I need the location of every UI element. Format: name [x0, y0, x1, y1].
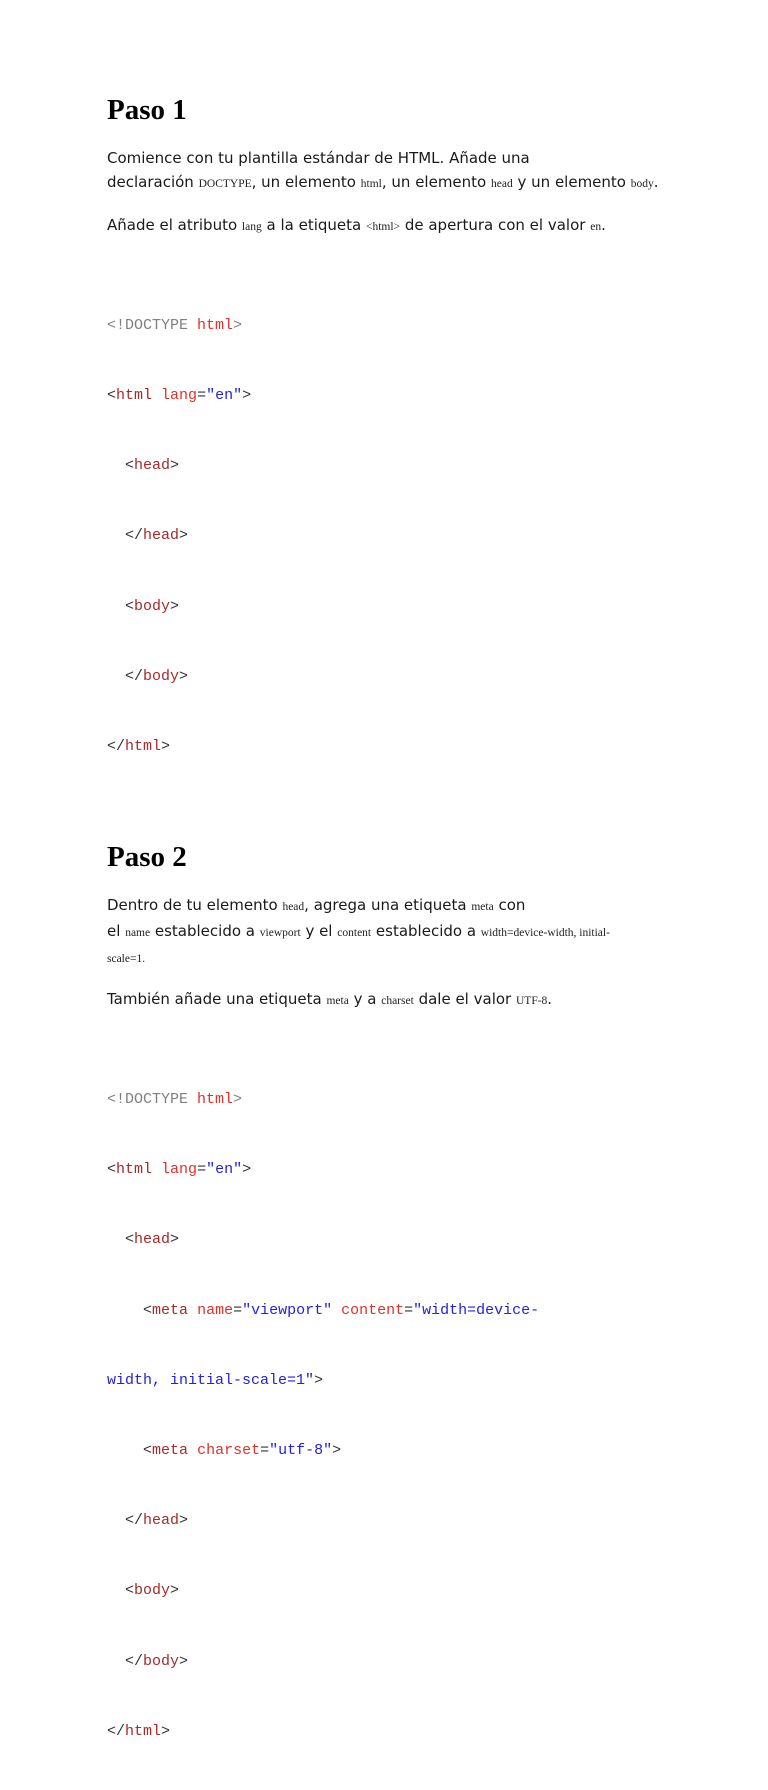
code-line [107, 595, 707, 618]
token: </ [125, 1512, 144, 1530]
code-line [107, 1299, 707, 1322]
token: = [260, 1442, 270, 1460]
inline-code: name [125, 927, 151, 940]
token: body [143, 1652, 180, 1670]
code-line [107, 735, 707, 758]
code-line [107, 1579, 707, 1602]
token: width, initial-scale=1" [107, 1371, 315, 1389]
token: lang [161, 387, 198, 405]
text: el [107, 922, 121, 941]
inline-code: meta [326, 995, 349, 1008]
code-line [107, 1088, 707, 1111]
token: < [125, 1582, 135, 1600]
code-line [107, 1369, 707, 1392]
inline-code: head [282, 901, 305, 914]
token: </ [125, 527, 144, 545]
text: a la etiqueta [266, 216, 362, 234]
token: head [143, 527, 180, 545]
token: "width=device- [413, 1301, 540, 1319]
code-line [107, 454, 707, 477]
token: > [179, 1652, 189, 1670]
text: y un elemento [517, 173, 626, 191]
token: content [341, 1301, 405, 1319]
token: html [116, 1161, 153, 1179]
token: meta [152, 1442, 189, 1460]
text: Añade el atributo [107, 216, 238, 234]
token: > [179, 527, 189, 545]
inline-code: content [337, 927, 372, 940]
token: </ [125, 1652, 144, 1670]
text: con [498, 896, 526, 915]
inline-code: <html> [366, 221, 401, 233]
token: "en" [206, 387, 243, 405]
token: = [197, 387, 207, 405]
inline-code: body [630, 178, 654, 190]
token: charset [197, 1442, 261, 1460]
token: > [314, 1371, 324, 1389]
step-2-instruction-2 [107, 987, 707, 1013]
code-line [107, 665, 707, 688]
token: > [242, 387, 252, 405]
token: html [197, 316, 234, 334]
text: , un elemento [381, 173, 487, 191]
step-1-title: Paso 1 [107, 94, 187, 126]
text: de apertura con el valor [404, 216, 586, 234]
token: < [125, 457, 135, 475]
token: html [116, 387, 153, 405]
text: , agrega una etiqueta [304, 896, 467, 915]
token: </ [107, 1722, 126, 1740]
token: > [170, 457, 180, 475]
token: = [404, 1301, 414, 1319]
token: < [107, 387, 117, 405]
token: > [233, 316, 243, 334]
token: > [179, 1512, 189, 1530]
token: > [170, 1582, 180, 1600]
token: = [233, 1301, 243, 1319]
token: body [143, 667, 180, 685]
step-1-code-block [107, 267, 707, 805]
step-1-instruction-1 [107, 146, 707, 196]
text: . [653, 173, 659, 191]
token: head [143, 1512, 180, 1530]
code-line [107, 384, 707, 407]
text: dale el valor [418, 990, 512, 1009]
token: html [125, 738, 162, 756]
inline-code: UTF-8 [515, 995, 548, 1008]
token: < [125, 597, 135, 615]
token: <!DOCTYPE [107, 1091, 189, 1109]
token: < [143, 1301, 153, 1319]
token: > [242, 1161, 252, 1179]
token: "en" [206, 1161, 243, 1179]
text: , un elemento [251, 173, 356, 191]
token: </ [125, 667, 144, 685]
text: Comience con tu plantilla estándar de HTML. Añade una [107, 149, 530, 167]
token: body [134, 1582, 171, 1600]
inline-code: lang [241, 221, 262, 233]
text: . [142, 953, 146, 966]
token: > [161, 1722, 171, 1740]
code-line [107, 1720, 707, 1743]
text: establecido a [375, 922, 477, 941]
inline-code: viewport [259, 927, 301, 940]
token: body [134, 597, 171, 615]
inline-code: scale=1 [107, 953, 143, 966]
token: lang [161, 1161, 198, 1179]
text: declaración [107, 173, 194, 191]
code-line [107, 314, 707, 337]
inline-code: DOCTYPE [198, 178, 252, 190]
code-line [107, 1158, 707, 1181]
text: . [547, 990, 553, 1009]
token: head [134, 1231, 171, 1249]
token: < [125, 1231, 135, 1249]
token: > [161, 738, 171, 756]
text: y el [305, 922, 333, 941]
token: meta [152, 1301, 189, 1319]
inline-code: charset [381, 995, 414, 1008]
token: html [125, 1722, 162, 1740]
token: > [170, 597, 180, 615]
token: <!DOCTYPE [107, 316, 189, 334]
text: establecido a [154, 922, 255, 941]
token: = [197, 1161, 207, 1179]
step-2-code-block [107, 1041, 707, 1790]
code-line [107, 1439, 707, 1462]
step-2-title: Paso 2 [107, 841, 187, 874]
token: < [143, 1442, 153, 1460]
token: > [179, 667, 189, 685]
text: . [601, 216, 606, 234]
document [107, 92, 707, 1790]
token: head [134, 457, 171, 475]
code-line [107, 524, 707, 547]
inline-code: html [360, 178, 382, 190]
token: < [107, 1161, 117, 1179]
token: "viewport" [242, 1301, 333, 1319]
code-line [107, 1509, 707, 1532]
token: "utf-8" [269, 1442, 333, 1460]
token: html [197, 1091, 234, 1109]
text: También añade una etiqueta [107, 990, 322, 1009]
code-line [107, 1650, 707, 1673]
token: > [332, 1442, 342, 1460]
token: > [170, 1231, 180, 1249]
text: Dentro de tu elemento [107, 896, 278, 915]
token: > [233, 1091, 243, 1109]
inline-code: head [491, 178, 513, 190]
step-2-instruction-1 [107, 893, 707, 971]
token: name [197, 1301, 234, 1319]
step-1-instruction-2 [107, 213, 707, 239]
inline-code: meta [471, 901, 494, 914]
code-line [107, 1228, 707, 1251]
text: y a [353, 990, 377, 1009]
inline-code: width=device-width, initial- [480, 927, 610, 940]
token: </ [107, 738, 126, 756]
inline-code: en [590, 221, 602, 233]
